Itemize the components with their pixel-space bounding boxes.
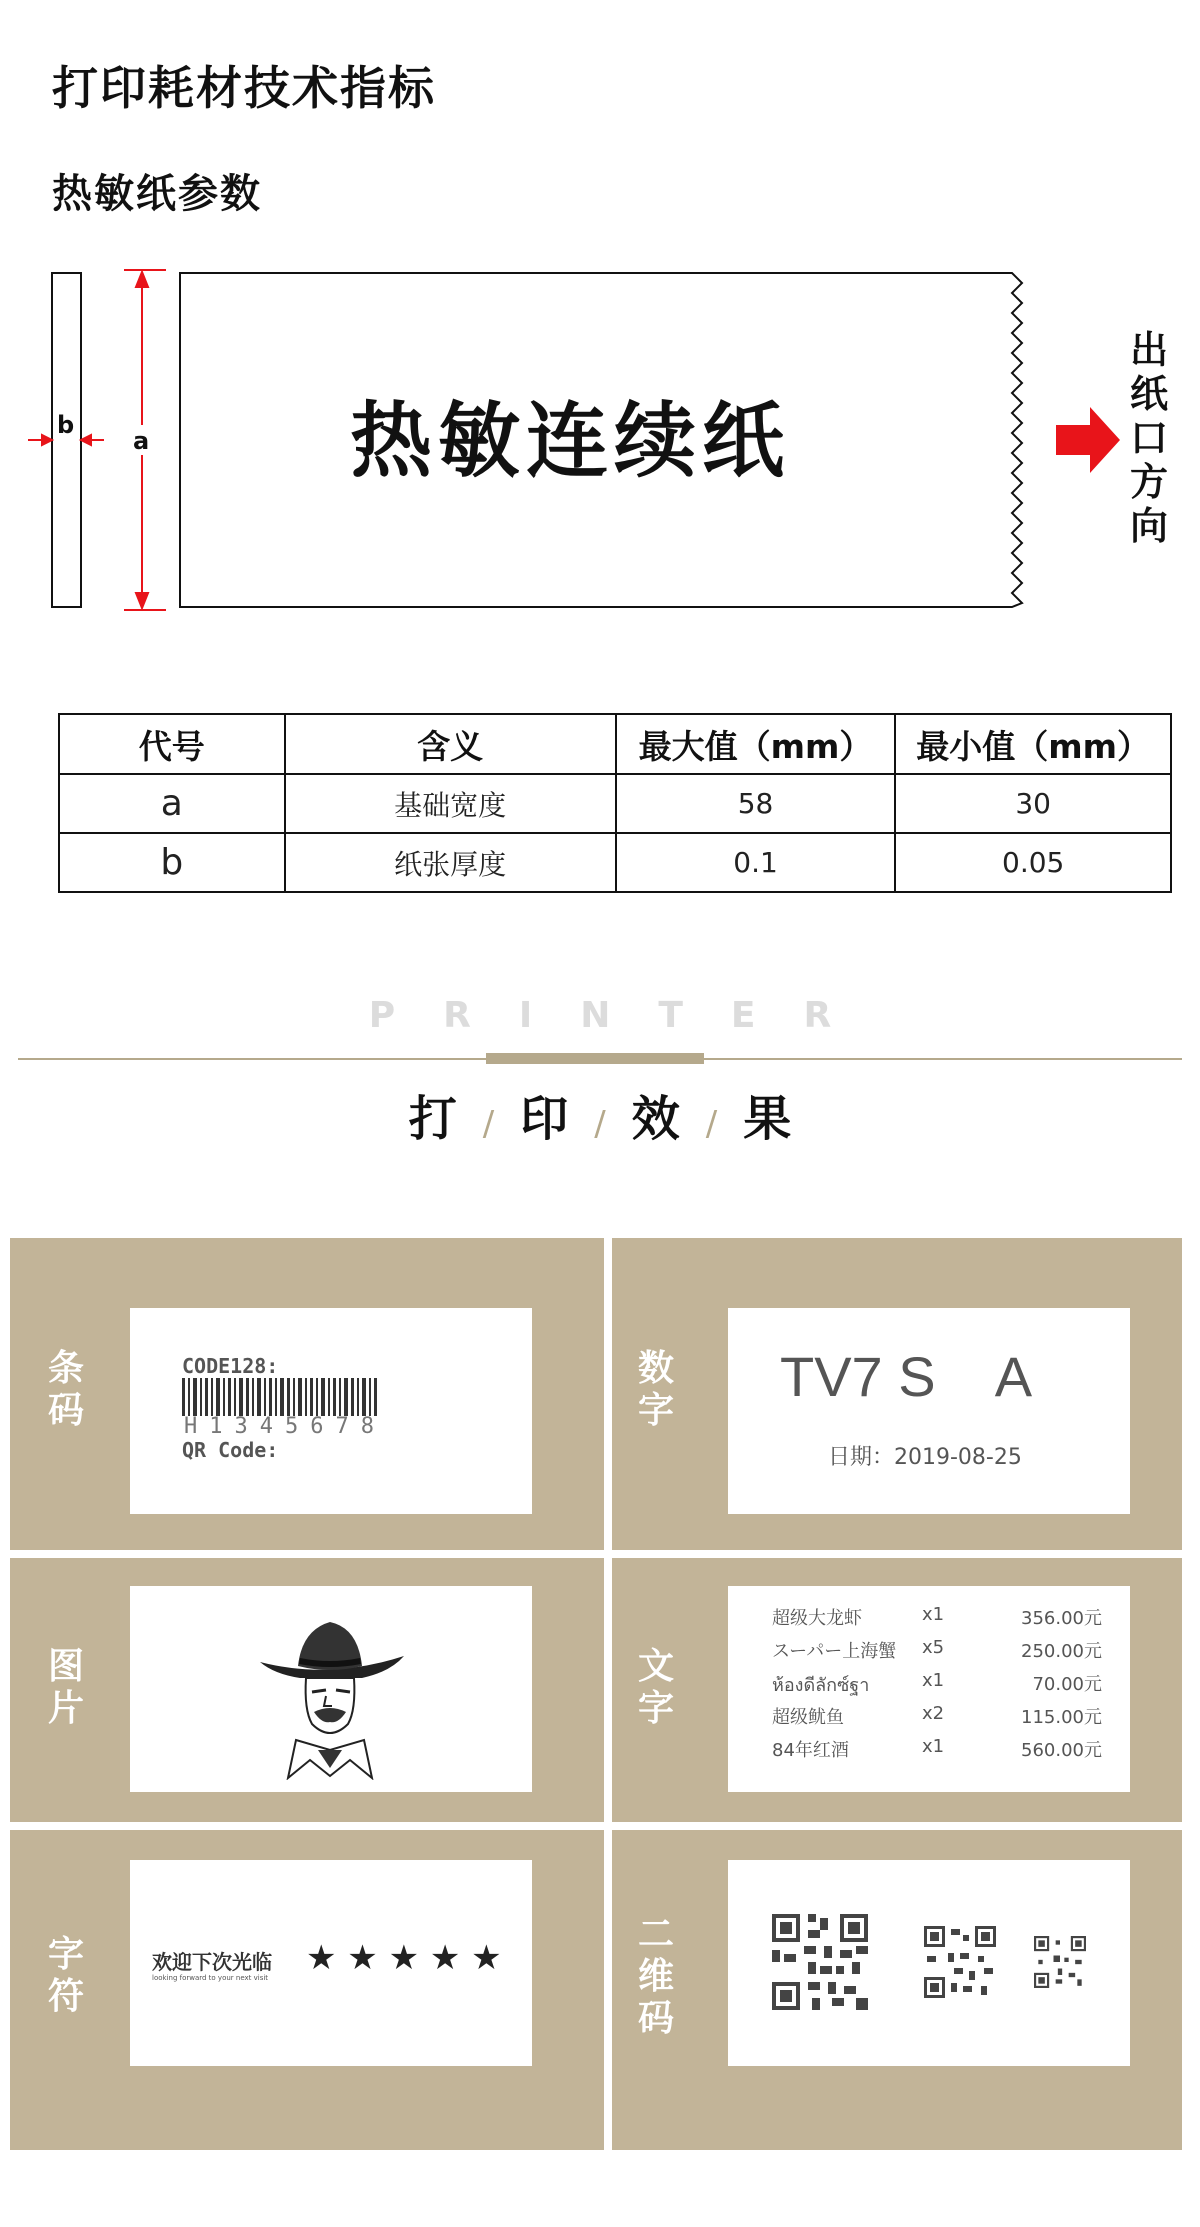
cowboy-portrait-image bbox=[240, 1600, 420, 1780]
sample-qrcode-panel bbox=[612, 1830, 1182, 2150]
paper-direction-label: 出纸口方向 bbox=[1129, 328, 1170, 548]
title-separator: / bbox=[594, 1104, 606, 1144]
digits-big-text: TV7 S A bbox=[780, 1345, 1033, 1408]
item-qty: x1 bbox=[922, 1670, 945, 1691]
item-name: スーパー上海蟹 bbox=[772, 1641, 897, 1662]
stars-rating: ★ ★ ★ ★ ★ bbox=[306, 1938, 502, 1978]
item-name: 超级鱿鱼 bbox=[772, 1707, 844, 1728]
sample-card bbox=[728, 1586, 1130, 1792]
sample-text-panel bbox=[612, 1558, 1182, 1822]
sample-barcode-panel bbox=[10, 1238, 604, 1550]
sample-card bbox=[728, 1308, 1130, 1514]
title-char: 果 bbox=[743, 1091, 792, 1147]
item-name: 84年红酒 bbox=[772, 1740, 849, 1761]
item-price: 115.00元 bbox=[1021, 1707, 1102, 1728]
table-header: 含义 bbox=[285, 714, 616, 774]
dimension-a-label: a bbox=[133, 427, 150, 455]
arrow-right-icon bbox=[1056, 407, 1120, 473]
receipt-line bbox=[772, 1637, 1102, 1670]
title-char: 印 bbox=[520, 1091, 569, 1147]
sample-image-panel bbox=[10, 1558, 604, 1822]
sample-card bbox=[130, 1860, 532, 2066]
welcome-text: 欢迎下次光临 bbox=[152, 1950, 272, 1974]
sample-digits-panel bbox=[612, 1238, 1182, 1550]
title-separator: / bbox=[482, 1104, 495, 1144]
sample-label: 数字 bbox=[637, 1348, 674, 1431]
sample-label: 字符 bbox=[47, 1934, 84, 2017]
table-cell: 30 bbox=[895, 774, 1171, 833]
title-char: 效 bbox=[631, 1091, 680, 1147]
sample-label: 图片 bbox=[47, 1646, 84, 1729]
qr-code-small-icon bbox=[1034, 1936, 1086, 1988]
page-title: 打印耗材技术指标 bbox=[52, 61, 436, 115]
sample-characters-panel bbox=[10, 1830, 604, 2150]
receipt-line bbox=[772, 1703, 1102, 1736]
section-title-print-effect bbox=[0, 1080, 1200, 1149]
title-separator: / bbox=[705, 1104, 718, 1144]
sample-label: 文字 bbox=[637, 1646, 674, 1729]
welcome-english-text: looking forward to your next visit bbox=[152, 1974, 269, 1982]
item-price: 356.00元 bbox=[1021, 1608, 1102, 1629]
printer-watermark: PRINTER bbox=[368, 995, 880, 1036]
sample-label: 二维码 bbox=[637, 1914, 674, 2039]
table-header-row bbox=[59, 714, 1171, 774]
divider-accent-bar bbox=[486, 1053, 704, 1064]
qr-code-medium-icon bbox=[924, 1926, 996, 1998]
paper-label: 热敏连续纸 bbox=[350, 394, 791, 489]
sample-card bbox=[728, 1860, 1130, 2066]
item-name: ห้องดีลักซ์ฐา bbox=[772, 1675, 870, 1696]
receipt-line bbox=[772, 1670, 1102, 1703]
item-qty: x1 bbox=[922, 1736, 945, 1757]
receipt-line bbox=[772, 1736, 1102, 1769]
table-cell: a bbox=[59, 774, 285, 833]
item-qty: x2 bbox=[922, 1703, 945, 1724]
qr-code-large-icon bbox=[772, 1914, 868, 2010]
barcode-digits-text: H1345678 bbox=[184, 1414, 386, 1439]
qr-code-label-text: QR Code: bbox=[182, 1438, 279, 1462]
table-cell: b bbox=[59, 833, 285, 892]
spec-table bbox=[58, 713, 1172, 893]
item-qty: x5 bbox=[922, 1637, 945, 1658]
title-char: 打 bbox=[408, 1091, 457, 1147]
paper-diagram bbox=[0, 255, 1200, 625]
barcode-type-text: CODE128: bbox=[182, 1354, 279, 1378]
table-cell: 0.1 bbox=[616, 833, 896, 892]
table-cell: 58 bbox=[616, 774, 896, 833]
table-cell: 0.05 bbox=[895, 833, 1171, 892]
sample-card bbox=[130, 1586, 532, 1792]
receipt-line bbox=[772, 1604, 1102, 1637]
table-row bbox=[59, 833, 1171, 892]
table-cell: 基础宽度 bbox=[285, 774, 616, 833]
sample-label: 条码 bbox=[47, 1348, 84, 1431]
item-price: 560.00元 bbox=[1021, 1740, 1102, 1761]
dimension-b-label: b bbox=[57, 411, 75, 439]
item-price: 70.00元 bbox=[1032, 1674, 1102, 1695]
item-qty: x1 bbox=[922, 1604, 945, 1625]
item-price: 250.00元 bbox=[1021, 1641, 1102, 1662]
table-header: 最大值（mm） bbox=[616, 714, 896, 774]
item-name: 超级大龙虾 bbox=[772, 1608, 862, 1629]
receipt-list bbox=[772, 1604, 1102, 1769]
paper-side-view bbox=[52, 273, 81, 607]
print-samples-grid bbox=[10, 1238, 1182, 2150]
barcode-graphic bbox=[182, 1378, 382, 1416]
table-row bbox=[59, 774, 1171, 833]
date-text: 日期：2019-08-25 bbox=[828, 1445, 1022, 1470]
table-header: 最小值（mm） bbox=[895, 714, 1171, 774]
table-cell: 纸张厚度 bbox=[285, 833, 616, 892]
table-header: 代号 bbox=[59, 714, 285, 774]
sample-card bbox=[130, 1308, 532, 1514]
section-subtitle: 热敏纸参数 bbox=[52, 170, 262, 217]
